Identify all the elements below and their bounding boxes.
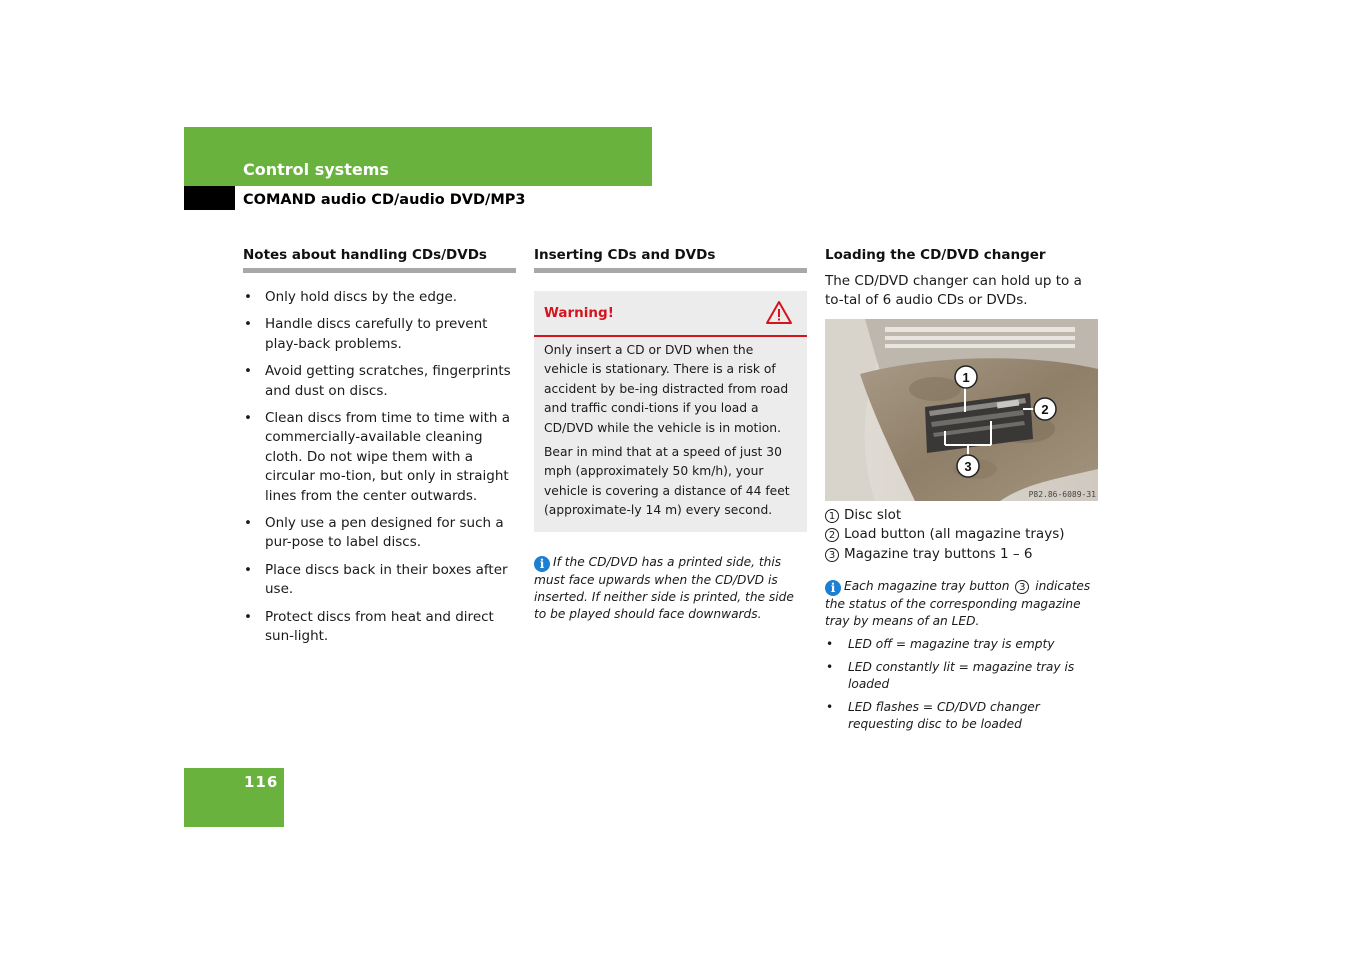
list-item: • Clean discs from time to time with a commercially-available cleaning cloth. Do not wipe them with a circular mo-tion, but only in straight lines from the center outwards.: [243, 409, 516, 506]
handling-list: [243, 288, 516, 647]
warning-body: [534, 337, 807, 521]
handling-column: [243, 246, 516, 655]
legend-text: Load button (all magazine trays): [844, 526, 1065, 543]
callout-2-label: 2: [1041, 401, 1049, 417]
list-item: • Only use a pen designed for such a pur-pose to label discs.: [243, 514, 516, 553]
callout-1: [955, 366, 977, 388]
warning-box: [534, 291, 807, 532]
info-icon: i: [534, 556, 550, 572]
led-info-number: 3: [1015, 580, 1029, 594]
page-subtitle: COMAND audio CD/audio DVD/MP3: [243, 192, 526, 208]
list-item: • Place discs back in their boxes after use.: [243, 561, 516, 600]
led-info-before: Each magazine tray button: [844, 579, 1010, 594]
legend-item: [825, 525, 1098, 544]
legend-item: [825, 506, 1098, 525]
inserting-heading: Inserting CDs and DVDs: [534, 246, 807, 273]
figure-legend: [825, 506, 1098, 564]
warning-header: [534, 291, 807, 337]
page-number: 116: [244, 773, 279, 791]
info-note: [534, 554, 807, 623]
led-states-list: [825, 636, 1098, 733]
loading-heading: Loading the CD/DVD changer: [825, 247, 1046, 263]
warning-paragraph: Bear in mind that at a speed of just 30 mph (approximately 50 km/h), your vehicle is covering a distance of 44 feet (approximate-ly 14 m) every second.: [544, 445, 790, 518]
legend-text: Magazine tray buttons 1 – 6: [844, 545, 1033, 562]
callout-3-label: 3: [964, 458, 972, 474]
legend-number: 3: [825, 548, 839, 562]
changer-illustration: [825, 319, 1098, 501]
led-info-after: indicates the status of the corresponding magazine tray by means of an LED.: [825, 579, 1091, 629]
loading-intro: The CD/DVD changer can hold up to a to-tal of 6 audio CDs or DVDs.: [825, 273, 1082, 309]
warning-title: Warning!: [544, 305, 614, 321]
list-item: • Only hold discs by the edge.: [243, 288, 516, 307]
warning-paragraph: Only insert a CD or DVD when the vehicle is stationary. There is a risk of accident by be-ing distracted from road and traffic condi-tions if you load a CD/DVD while the vehicle is in motion.: [544, 343, 789, 435]
inserting-column: [534, 246, 807, 623]
list-item: • Handle discs carefully to prevent play-back problems.: [243, 315, 516, 354]
callout-2: [1034, 398, 1056, 420]
legend-number: 2: [825, 528, 839, 542]
callout-3: [957, 455, 979, 477]
list-item: • LED flashes = CD/DVD changer requesting disc to be loaded: [825, 699, 1098, 733]
section-marker: [184, 186, 235, 210]
changer-figure: [825, 319, 1098, 501]
info-text: If the CD/DVD has a printed side, this must face upwards when the CD/DVD is inserted. If neither side is printed, the side to be played should face downwards.: [534, 554, 794, 621]
callout-1-label: 1: [962, 369, 970, 385]
handling-heading: Notes about handling CDs/DVDs: [243, 246, 516, 273]
list-item: • LED off = magazine tray is empty: [825, 636, 1098, 653]
legend-number: 1: [825, 509, 839, 523]
warning-triangle-icon: [765, 300, 793, 329]
info-icon: i: [825, 580, 841, 596]
section-title: Control systems: [243, 160, 389, 179]
led-info-note: [825, 578, 1098, 630]
legend-text: Disc slot: [844, 506, 902, 523]
figure-code: P82.86-6089-31: [1028, 489, 1096, 499]
legend-item: [825, 545, 1098, 564]
list-item: • LED constantly lit = magazine tray is loaded: [825, 659, 1098, 693]
list-item: • Protect discs from heat and direct sun-light.: [243, 608, 516, 647]
loading-column: [825, 246, 1098, 739]
list-item: • Avoid getting scratches, fingerprints and dust on discs.: [243, 362, 516, 401]
